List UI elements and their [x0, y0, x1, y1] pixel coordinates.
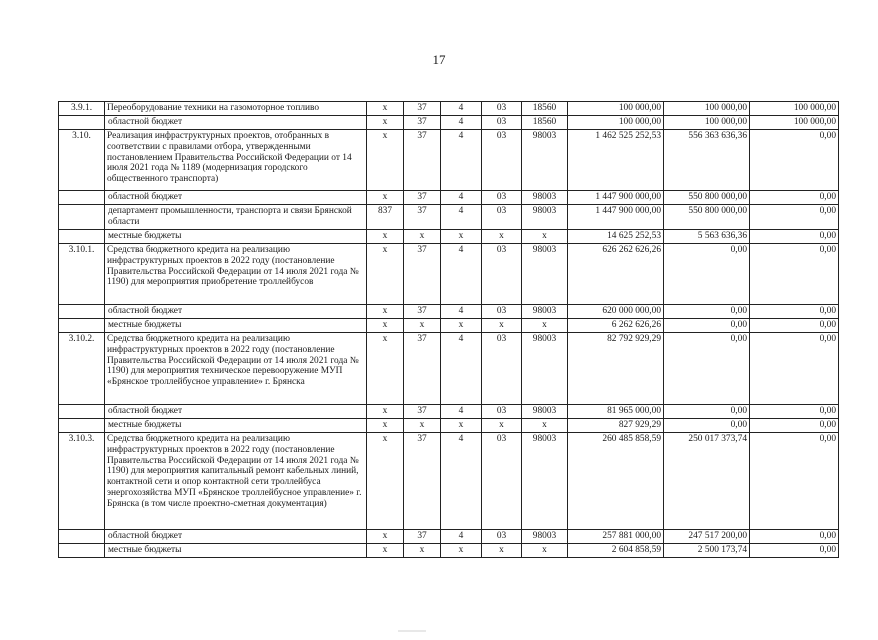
subprogram-code-cell: х — [441, 319, 482, 333]
row-name-cell: Средства бюджетного кредита на реализацию инфраструктурных проектов в 2022 году (постановление Правительства Российской Федерации от 14 июля 2021 года № 1190) для мероприятия капитальный ремонт кабельных линий, контактной сети и опор контактной сети троллейбуса энергохозяйства МУП «Брянское троллейбусное управление» г. Брянска (в том числе проектно-сметная документация) — [105, 433, 367, 530]
program-code-cell: 37 — [404, 102, 441, 116]
program-code-cell: 37 — [404, 405, 441, 419]
direction-code-cell: х — [522, 419, 568, 433]
direction-code-cell: 98003 — [522, 405, 568, 419]
table-row — [59, 191, 839, 205]
table-row — [59, 419, 839, 433]
activity-code-cell: 03 — [482, 205, 522, 230]
direction-code-cell: 98003 — [522, 433, 568, 530]
table-row — [59, 319, 839, 333]
row-number-cell — [59, 305, 105, 319]
subprogram-code-cell: 4 — [441, 130, 482, 191]
direction-code-cell: х — [522, 230, 568, 244]
table-row — [59, 544, 839, 558]
budget-table — [58, 101, 839, 558]
direction-code-cell: 98003 — [522, 191, 568, 205]
program-code-cell: 37 — [404, 116, 441, 130]
row-name-cell: областной бюджет — [105, 305, 367, 319]
amount-year-2-cell: 0,00 — [664, 419, 750, 433]
row-number-cell: 3.10.2. — [59, 333, 105, 405]
program-code-cell: 37 — [404, 333, 441, 405]
ministry-code-cell: х — [367, 433, 404, 530]
direction-code-cell: х — [522, 319, 568, 333]
row-number-cell — [59, 405, 105, 419]
direction-code-cell: 98003 — [522, 244, 568, 305]
ministry-code-cell: х — [367, 130, 404, 191]
activity-code-cell: 03 — [482, 530, 522, 544]
table-row — [59, 205, 839, 230]
program-code-cell: х — [404, 319, 441, 333]
amount-year-2-cell: 556 363 636,36 — [664, 130, 750, 191]
subprogram-code-cell: х — [441, 419, 482, 433]
table-row — [59, 244, 839, 305]
activity-code-cell: 03 — [482, 191, 522, 205]
row-number-cell — [59, 191, 105, 205]
table-row — [59, 433, 839, 530]
activity-code-cell: 03 — [482, 433, 522, 530]
row-name-cell: Переоборудование техники на газомоторное топливо — [105, 102, 367, 116]
row-name-cell: областной бюджет — [105, 191, 367, 205]
amount-year-2-cell: 250 017 373,74 — [664, 433, 750, 530]
table-row — [59, 130, 839, 191]
row-name-cell: местные бюджеты — [105, 230, 367, 244]
amount-year-2-cell: 0,00 — [664, 305, 750, 319]
amount-total-cell: 827 929,29 — [568, 419, 664, 433]
table-row — [59, 230, 839, 244]
subprogram-code-cell: 4 — [441, 333, 482, 405]
direction-code-cell: 98003 — [522, 205, 568, 230]
row-name-cell: департамент промышленности, транспорта и связи Брянской области — [105, 205, 367, 230]
activity-code-cell: 03 — [482, 116, 522, 130]
row-number-cell — [59, 230, 105, 244]
program-code-cell: 37 — [404, 305, 441, 319]
subprogram-code-cell: 4 — [441, 405, 482, 419]
program-code-cell: 37 — [404, 205, 441, 230]
page-number: 17 — [432, 52, 446, 67]
subprogram-code-cell: 4 — [441, 305, 482, 319]
amount-year-3-cell: 0,00 — [750, 205, 839, 230]
budget-table-body — [59, 102, 839, 558]
table-row — [59, 530, 839, 544]
program-code-cell: 37 — [404, 530, 441, 544]
amount-year-2-cell: 550 800 000,00 — [664, 191, 750, 205]
subprogram-code-cell: 4 — [441, 433, 482, 530]
direction-code-cell: х — [522, 544, 568, 558]
amount-total-cell: 82 792 929,29 — [568, 333, 664, 405]
ministry-code-cell: х — [367, 419, 404, 433]
subprogram-code-cell: 4 — [441, 205, 482, 230]
ministry-code-cell: х — [367, 405, 404, 419]
table-row — [59, 333, 839, 405]
amount-year-3-cell: 0,00 — [750, 130, 839, 191]
program-code-cell: х — [404, 544, 441, 558]
direction-code-cell: 98003 — [522, 333, 568, 405]
row-number-cell — [59, 530, 105, 544]
ministry-code-cell: х — [367, 544, 404, 558]
activity-code-cell: х — [482, 419, 522, 433]
row-name-cell: Средства бюджетного кредита на реализацию инфраструктурных проектов в 2022 году (постановление Правительства Российской Федерации от 14 июля 2021 года № 1190) для мероприятия техническое перевооружение МУП «Брянское троллейбусное управление» г. Брянска — [105, 333, 367, 405]
row-number-cell — [59, 205, 105, 230]
ministry-code-cell: х — [367, 319, 404, 333]
amount-total-cell: 1 447 900 000,00 — [568, 191, 664, 205]
table-row — [59, 102, 839, 116]
amount-total-cell: 1 447 900 000,00 — [568, 205, 664, 230]
amount-year-3-cell: 100 000,00 — [750, 116, 839, 130]
subprogram-code-cell: 4 — [441, 244, 482, 305]
amount-year-2-cell: 0,00 — [664, 333, 750, 405]
ministry-code-cell: 837 — [367, 205, 404, 230]
activity-code-cell: 03 — [482, 333, 522, 405]
subprogram-code-cell: х — [441, 544, 482, 558]
amount-total-cell: 257 881 000,00 — [568, 530, 664, 544]
amount-year-3-cell: 100 000,00 — [750, 102, 839, 116]
amount-total-cell: 81 965 000,00 — [568, 405, 664, 419]
activity-code-cell: 03 — [482, 405, 522, 419]
row-name-cell: местные бюджеты — [105, 544, 367, 558]
direction-code-cell: 18560 — [522, 102, 568, 116]
amount-year-2-cell: 100 000,00 — [664, 102, 750, 116]
row-name-cell: местные бюджеты — [105, 319, 367, 333]
subprogram-code-cell: 4 — [441, 530, 482, 544]
amount-year-2-cell: 2 500 173,74 — [664, 544, 750, 558]
activity-code-cell: 03 — [482, 305, 522, 319]
activity-code-cell: х — [482, 230, 522, 244]
row-name-cell: Средства бюджетного кредита на реализацию инфраструктурных проектов в 2022 году (постановление Правительства Российской Федерации от 14 июля 2021 года № 1190) для мероприятия приобретение троллейбусов — [105, 244, 367, 305]
row-name-cell: областной бюджет — [105, 116, 367, 130]
row-number-cell: 3.10. — [59, 130, 105, 191]
program-code-cell: 37 — [404, 433, 441, 530]
amount-total-cell: 14 625 252,53 — [568, 230, 664, 244]
ministry-code-cell: х — [367, 244, 404, 305]
row-name-cell: местные бюджеты — [105, 419, 367, 433]
ministry-code-cell: х — [367, 530, 404, 544]
amount-year-3-cell: 0,00 — [750, 405, 839, 419]
row-name-cell: Реализация инфраструктурных проектов, отобранных в соответствии с правилами отбора, утвержденными постановлением Правительства Российской Федерации от 14 июля 2021 года № 1189 (модернизация городского общественного транспорта) — [105, 130, 367, 191]
amount-total-cell: 260 485 858,59 — [568, 433, 664, 530]
subprogram-code-cell: 4 — [441, 191, 482, 205]
subprogram-code-cell: 4 — [441, 116, 482, 130]
amount-year-2-cell: 5 563 636,36 — [664, 230, 750, 244]
table-row — [59, 116, 839, 130]
ministry-code-cell: х — [367, 230, 404, 244]
row-name-cell: областной бюджет — [105, 405, 367, 419]
row-number-cell — [59, 419, 105, 433]
ministry-code-cell: х — [367, 333, 404, 405]
amount-year-2-cell: 100 000,00 — [664, 116, 750, 130]
direction-code-cell: 98003 — [522, 305, 568, 319]
amount-total-cell: 626 262 626,26 — [568, 244, 664, 305]
ministry-code-cell: х — [367, 116, 404, 130]
amount-year-3-cell: 0,00 — [750, 191, 839, 205]
program-code-cell: 37 — [404, 130, 441, 191]
program-code-cell: 37 — [404, 191, 441, 205]
amount-total-cell: 100 000,00 — [568, 116, 664, 130]
scan-mark — [398, 630, 426, 632]
amount-year-2-cell: 550 800 000,00 — [664, 205, 750, 230]
ministry-code-cell: х — [367, 191, 404, 205]
subprogram-code-cell: 4 — [441, 102, 482, 116]
table-row — [59, 305, 839, 319]
row-number-cell: 3.10.1. — [59, 244, 105, 305]
row-number-cell: 3.10.3. — [59, 433, 105, 530]
amount-total-cell: 2 604 858,59 — [568, 544, 664, 558]
direction-code-cell: 98003 — [522, 530, 568, 544]
table-row — [59, 405, 839, 419]
row-number-cell — [59, 319, 105, 333]
direction-code-cell: 98003 — [522, 130, 568, 191]
amount-year-3-cell: 0,00 — [750, 305, 839, 319]
subprogram-code-cell: х — [441, 230, 482, 244]
amount-year-3-cell: 0,00 — [750, 230, 839, 244]
activity-code-cell: х — [482, 319, 522, 333]
amount-year-3-cell: 0,00 — [750, 433, 839, 530]
amount-year-2-cell: 0,00 — [664, 244, 750, 305]
row-number-cell — [59, 116, 105, 130]
program-code-cell: 37 — [404, 244, 441, 305]
amount-year-3-cell: 0,00 — [750, 244, 839, 305]
amount-year-3-cell: 0,00 — [750, 333, 839, 405]
amount-total-cell: 620 000 000,00 — [568, 305, 664, 319]
activity-code-cell: 03 — [482, 130, 522, 191]
amount-year-3-cell: 0,00 — [750, 419, 839, 433]
program-code-cell: х — [404, 419, 441, 433]
amount-year-3-cell: 0,00 — [750, 530, 839, 544]
amount-year-2-cell: 247 517 200,00 — [664, 530, 750, 544]
amount-year-3-cell: 0,00 — [750, 544, 839, 558]
ministry-code-cell: х — [367, 305, 404, 319]
program-code-cell: х — [404, 230, 441, 244]
activity-code-cell: х — [482, 544, 522, 558]
amount-total-cell: 1 462 525 252,53 — [568, 130, 664, 191]
row-number-cell — [59, 544, 105, 558]
amount-total-cell: 100 000,00 — [568, 102, 664, 116]
activity-code-cell: 03 — [482, 244, 522, 305]
ministry-code-cell: х — [367, 102, 404, 116]
direction-code-cell: 18560 — [522, 116, 568, 130]
activity-code-cell: 03 — [482, 102, 522, 116]
row-name-cell: областной бюджет — [105, 530, 367, 544]
amount-year-3-cell: 0,00 — [750, 319, 839, 333]
amount-total-cell: 6 262 626,26 — [568, 319, 664, 333]
amount-year-2-cell: 0,00 — [664, 319, 750, 333]
amount-year-2-cell: 0,00 — [664, 405, 750, 419]
row-number-cell: 3.9.1. — [59, 102, 105, 116]
